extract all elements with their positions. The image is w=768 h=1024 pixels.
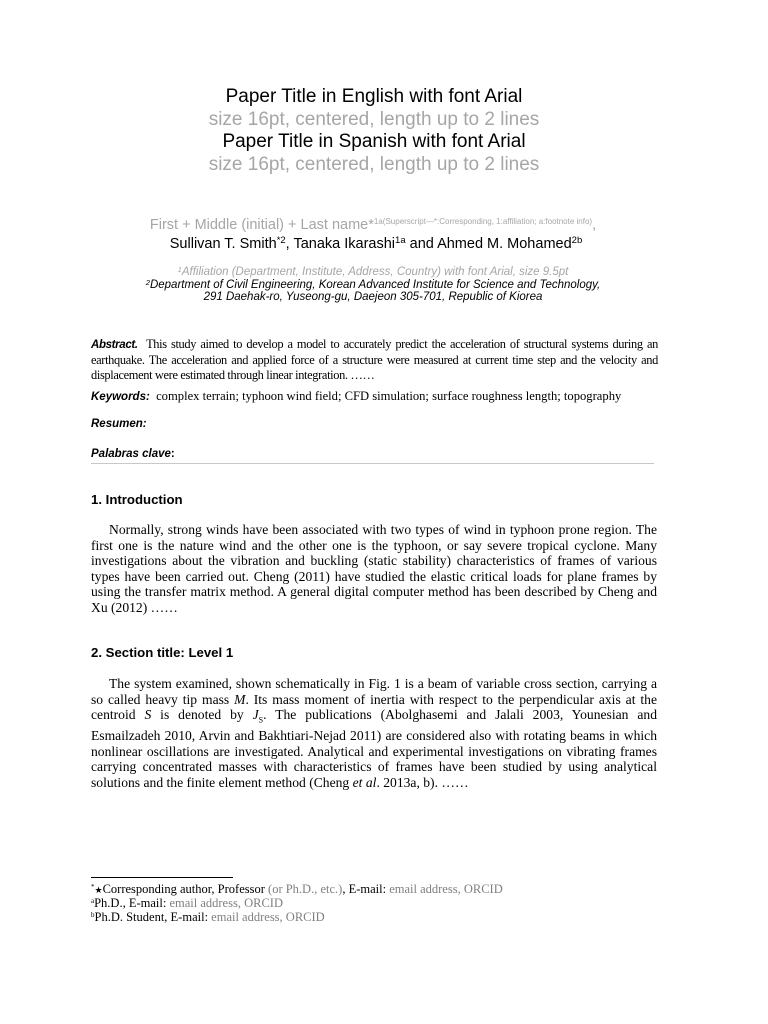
palabras-clave bbox=[91, 444, 175, 462]
author-separator: , bbox=[285, 236, 294, 252]
abstract-text: This study aimed to develop a model to accurately predict the acceleration of structural systems during an earthquake. The acceleration and applied force of a structure were measured at current time step and the velocity and displacement were estimated through linear integration. …… bbox=[91, 337, 658, 382]
section-paragraph bbox=[91, 676, 657, 790]
keywords-label: Keywords: bbox=[91, 391, 150, 403]
section-text: . Its mass moment of inertia with respect to the perpendicular axis at the centroid bbox=[91, 691, 657, 722]
et-al: et al bbox=[352, 774, 377, 790]
footnote-text: Ph.D., E-mail: bbox=[94, 896, 170, 910]
author-template bbox=[0, 213, 746, 234]
keywords-text: complex terrain; typhoon wind field; CFD simulation; surface roughness length; topography bbox=[156, 389, 622, 403]
symbol-S: S bbox=[144, 707, 152, 722]
section-text: . 2013a, b). …… bbox=[376, 774, 469, 790]
footnote-sup: b bbox=[91, 911, 95, 919]
section-text: Normally, strong winds have been associated with two types of wind in typhoon prone region. The first one is the nature wind and the other one is the typhoon, or say severe tropical cyclone. Many investigations about the vibration and buckling (static stability) characteristics of frames of various types have been carried out. Cheng (2011) have studied the elastic critical loads for plane frames by using the transfer matrix method. A general digital computer method has been described by Cheng and Xu (2012) …… bbox=[91, 522, 657, 615]
keywords bbox=[91, 389, 671, 405]
author-name: Sullivan T. Smith bbox=[169, 236, 277, 252]
author-list bbox=[0, 232, 752, 253]
author-separator: and bbox=[405, 236, 438, 252]
affiliation-dept-sup: 2 bbox=[145, 278, 150, 287]
footnote-gray: (or Ph.D., etc.) bbox=[268, 882, 343, 896]
section-text: The system examined, shown schematically in Fig. 1 is a beam of variable cross section, carrying a so called heavy tip mass bbox=[91, 676, 657, 707]
affiliation-template-sup: 1 bbox=[177, 265, 182, 274]
author-template-trailing: , bbox=[592, 217, 597, 233]
author-sup: 1a bbox=[395, 235, 406, 246]
abstract bbox=[91, 337, 658, 383]
affiliation-template-text: Affiliation (Department, Institute, Address, Country) with font Arial, size 9.5pt bbox=[181, 266, 569, 278]
footnote-gray: email address, ORCID bbox=[211, 910, 325, 924]
author-template-text: First + Middle (initial) + Last name* bbox=[149, 217, 374, 233]
symbol-J: J bbox=[252, 707, 259, 722]
footnote-text: Corresponding author, Professor bbox=[102, 882, 269, 896]
symbol-M: M bbox=[234, 691, 246, 707]
star-icon: ★ bbox=[94, 885, 103, 895]
author-name: Ahmed M. Mohamed bbox=[437, 236, 572, 252]
author-sup: 2b bbox=[571, 235, 583, 246]
title-block bbox=[0, 86, 748, 176]
section-heading: 1. Introduction bbox=[91, 492, 183, 507]
footnote bbox=[91, 908, 325, 925]
footnote-sup: * bbox=[91, 883, 95, 891]
author-template-superscript: 1a(Superscript—*:Corresponding, 1:affiliation; a:footnote info) bbox=[373, 217, 593, 226]
section-heading: 2. Section title: Level 1 bbox=[91, 645, 234, 660]
section-text: . The publications (Abolghasemi and Jalali 2003, Younesian and Esmailzadeh 2010, Arvin and Bakhtiari-Nejad 2011) are considered also with rotating beams in which nonlinear oscillations are investigated. Analytical and experimental investigations on vibrating frames carrying concentrated masses with characteristics of frames have been studied by using analytical solutions and the finite element method (Cheng bbox=[91, 707, 657, 790]
footnote-text: Ph.D. Student, E-mail: bbox=[94, 910, 212, 924]
author-name: Tanaka Ikarashi bbox=[293, 236, 396, 252]
title-english-note: size 16pt, centered, length up to 2 lines bbox=[208, 108, 540, 130]
section-text: is denoted by bbox=[151, 707, 253, 722]
symbol-J-subscript: S bbox=[258, 715, 264, 725]
affiliation-dept-text: Department of Civil Engineering, Korean Advanced Institute for Science and Technology, bbox=[149, 279, 601, 291]
footnote-rule bbox=[91, 877, 233, 878]
abstract-label: Abstract. bbox=[91, 339, 138, 351]
paper-title-english: Paper Title in English with font Arial bbox=[225, 86, 523, 107]
footnote-sup: a bbox=[91, 897, 95, 905]
footnote-gray: email address, ORCID bbox=[169, 896, 283, 910]
divider bbox=[91, 463, 654, 464]
author-sup: *2 bbox=[276, 235, 286, 246]
affiliation-dept-line2: 291 Daehak-ro, Yuseong-gu, Daejeon 305-701, Republic of Kiorea bbox=[203, 291, 543, 303]
footnote-gray: email address, ORCID bbox=[389, 882, 503, 896]
resumen-label: Resumen: bbox=[91, 418, 147, 430]
footnote-text: , E-mail: bbox=[342, 882, 390, 896]
title-spanish-note: size 16pt, centered, length up to 2 lines bbox=[208, 153, 540, 175]
paper-title-spanish: Paper Title in Spanish with font Arial bbox=[222, 131, 526, 152]
palabras-clave-label: Palabras clave bbox=[91, 448, 171, 460]
palabras-clave-colon: : bbox=[170, 448, 175, 460]
section-paragraph bbox=[91, 522, 657, 615]
